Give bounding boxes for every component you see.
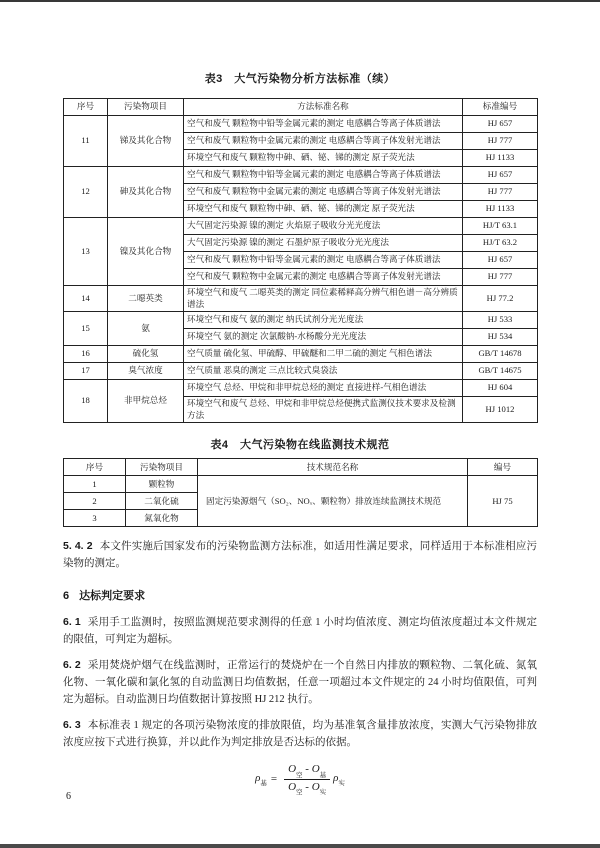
header-no: 序号 <box>64 459 126 476</box>
table3-row <box>64 380 538 397</box>
pollutant-cell: 臭气浓度 <box>108 363 184 380</box>
method-name-cell: 环境空气和废气 二噁英类的测定 同位素稀释高分辨气相色谱－高分辨质谱法 <box>184 286 463 312</box>
formula-lhs: $\rho_基$ <box>255 771 267 788</box>
table3-row <box>64 116 538 133</box>
pollutant-cell: 二氧化硫 <box>126 493 198 510</box>
header-standard-code: 标准编号 <box>463 99 538 116</box>
header-method-name: 方法标准名称 <box>184 99 463 116</box>
row-number-cell: 2 <box>64 493 126 510</box>
spec-name-cell: 固定污染源烟气（SO₂、NOₓ、颗粒物）排放连续监测技术规范 <box>198 476 468 527</box>
standard-code-cell: HJ 777 <box>463 184 538 201</box>
table4-online-monitoring <box>63 458 538 527</box>
equals-sign: = <box>270 773 278 786</box>
standard-code-cell: HJ 777 <box>463 133 538 150</box>
page-bottom-edge <box>0 844 600 848</box>
standard-code-cell: HJ 657 <box>463 252 538 269</box>
table3-row <box>64 363 538 380</box>
section-6-heading <box>63 587 537 603</box>
standard-code-cell: HJ/T 63.1 <box>463 218 538 235</box>
header-no: 序号 <box>64 99 108 116</box>
method-name-cell: 大气固定污染源 镍的测定 火焰原子吸收分光光度法 <box>184 218 463 235</box>
pollutant-cell: 颗粒物 <box>126 476 198 493</box>
standard-code-cell: HJ 657 <box>463 167 538 184</box>
clause-text: 本文件实施后国家发布的污染物监测方法标准，如适用性满足要求，同样适用于本标准相应污染物的测定。 <box>63 541 537 570</box>
method-name-cell: 空气和废气 颗粒物中铅等金属元素的测定 电感耦合等离子体质谱法 <box>184 167 463 184</box>
clause-text: 采用手工监测时，按照监测规范要求测得的任意 1 小时均值浓度、测定均值浓度超过本文件规定的限值，可判定为超标。 <box>63 617 538 646</box>
pollutant-cell: 氨 <box>108 312 184 346</box>
method-name-cell: 环境空气和废气 氨的测定 纳氏试剂分光光度法 <box>184 312 463 329</box>
method-name-cell: 环境空气 氨的测定 次氯酸钠-水杨酸分光光度法 <box>184 329 463 346</box>
table3-header-row <box>64 99 538 116</box>
pollutant-cell: 二噁英类 <box>108 286 184 312</box>
standard-code-cell: HJ 1133 <box>463 201 538 218</box>
formula-expression <box>255 763 345 794</box>
pollutant-cell: 氮氧化物 <box>126 510 198 527</box>
header-pollutant: 污染物项目 <box>126 459 198 476</box>
clause-text: 采用焚烧炉烟气在线监测时，正常运行的焚烧炉在一个自然日内排放的颗粒物、二氧化硫、氮氧化物、一氧化碳和氯化氢的自动监测日均值数据，任意一项超过本文件规定的 24 小时均值限值，可判定为超标。自动监测日均值数据计算按照 HJ 212 执行。 <box>63 660 538 706</box>
method-name-cell: 空气和废气 颗粒物中铅等金属元素的测定 电感耦合等离子体质谱法 <box>184 252 463 269</box>
table4-row <box>64 476 538 493</box>
header-pollutant: 污染物项目 <box>108 99 184 116</box>
table3-row <box>64 218 538 235</box>
section-title: 达标判定要求 <box>79 590 146 603</box>
standard-code-cell: GB/T 14678 <box>463 346 538 363</box>
clause-number: 5. 4. 2 <box>63 540 93 553</box>
standard-code-cell: HJ 1012 <box>463 397 538 423</box>
clause-6-2 <box>63 657 537 708</box>
clause-number: 6. 3 <box>63 719 81 732</box>
method-name-cell: 空气质量 硫化氢、甲硫醇、甲硫醚和二甲二硫的测定 气相色谱法 <box>184 346 463 363</box>
method-name-cell: 空气质量 恶臭的测定 三点比较式臭袋法 <box>184 363 463 380</box>
method-name-cell: 环境空气和废气 总烃、甲烷和非甲烷总烃便携式监测仪技术要求及检测方法 <box>184 397 463 423</box>
row-number-cell: 17 <box>64 363 108 380</box>
row-number-cell: 1 <box>64 476 126 493</box>
pollutant-cell: 非甲烷总烃 <box>108 380 184 423</box>
row-number-cell: 3 <box>64 510 126 527</box>
page-content <box>0 2 600 795</box>
row-number-cell: 18 <box>64 380 108 423</box>
clause-number: 6. 2 <box>63 659 81 672</box>
formula-rhs: $\rho_实$ <box>333 771 345 788</box>
method-name-cell: 环境空气 总烃、甲烷和非甲烷总烃的测定 直接进样-气相色谱法 <box>184 380 463 397</box>
header-code: 编号 <box>468 459 538 476</box>
method-name-cell: 环境空气和废气 颗粒物中砷、硒、铋、锑的测定 原子荧光法 <box>184 201 463 218</box>
page-number: 6 <box>66 791 71 802</box>
pollutant-cell: 硫化氢 <box>108 346 184 363</box>
method-name-cell: 空气和废气 颗粒物中铅等金属元素的测定 电感耦合等离子体质谱法 <box>184 116 463 133</box>
pollutant-cell: 锑及其化合物 <box>108 116 184 167</box>
table3-row <box>64 312 538 329</box>
standard-code-cell: HJ 657 <box>463 116 538 133</box>
row-number-cell: 16 <box>64 346 108 363</box>
method-name-cell: 大气固定污染源 镍的测定 石墨炉原子吸收分光光度法 <box>184 235 463 252</box>
table3-row <box>64 346 538 363</box>
clause-6-1 <box>63 614 537 648</box>
method-name-cell: 空气和废气 颗粒物中金属元素的测定 电感耦合等离子体发射光谱法 <box>184 184 463 201</box>
table3-row <box>64 167 538 184</box>
standard-code-cell: HJ 1133 <box>463 150 538 167</box>
formula-fraction <box>284 763 330 794</box>
row-number-cell: 13 <box>64 218 108 286</box>
table4-header-row <box>64 459 538 476</box>
standard-code-cell: GB/T 14675 <box>463 363 538 380</box>
table3-analysis-methods <box>63 98 538 423</box>
fraction-denominator: $O_空 - O_实$ <box>288 780 327 796</box>
row-number-cell: 12 <box>64 167 108 218</box>
pollutant-cell: 砷及其化合物 <box>108 167 184 218</box>
fraction-numerator: $O_空 - O_基$ <box>284 763 330 779</box>
clause-6-3 <box>63 717 537 751</box>
standard-code-cell: HJ 777 <box>463 269 538 286</box>
spec-code-cell: HJ 75 <box>468 476 538 527</box>
table3-title: 表3 大气污染物分析方法标准（续） <box>204 73 396 85</box>
standard-code-cell: HJ 77.2 <box>463 286 538 312</box>
method-name-cell: 空气和废气 颗粒物中金属元素的测定 电感耦合等离子体发射光谱法 <box>184 269 463 286</box>
row-number-cell: 15 <box>64 312 108 346</box>
clause-5-4-2 <box>63 538 537 572</box>
pollutant-cell: 镍及其化合物 <box>108 218 184 286</box>
oxygen-correction-formula <box>63 763 537 794</box>
standard-code-cell: HJ/T 63.2 <box>463 235 538 252</box>
clause-number: 6. 1 <box>63 616 81 629</box>
standard-code-cell: HJ 533 <box>463 312 538 329</box>
table3-row <box>64 286 538 312</box>
method-name-cell: 空气和废气 颗粒物中金属元素的测定 电感耦合等离子体发射光谱法 <box>184 133 463 150</box>
standard-code-cell: HJ 604 <box>463 380 538 397</box>
section-number: 6 <box>63 590 70 603</box>
clause-text: 本标准表 1 规定的各项污染物浓度的排放限值，均为基准氧含量排放浓度，实测大气污染物排放浓度应按下式进行换算，并以此作为判定排放是否达标的依据。 <box>63 720 538 749</box>
row-number-cell: 14 <box>64 286 108 312</box>
method-name-cell: 环境空气和废气 颗粒物中砷、硒、铋、锑的测定 原子荧光法 <box>184 150 463 167</box>
table4-title: 表4 大气污染物在线监测技术规范 <box>210 439 390 452</box>
row-number-cell: 11 <box>64 116 108 167</box>
standard-code-cell: HJ 534 <box>463 329 538 346</box>
header-spec-name: 技术规范名称 <box>198 459 468 476</box>
